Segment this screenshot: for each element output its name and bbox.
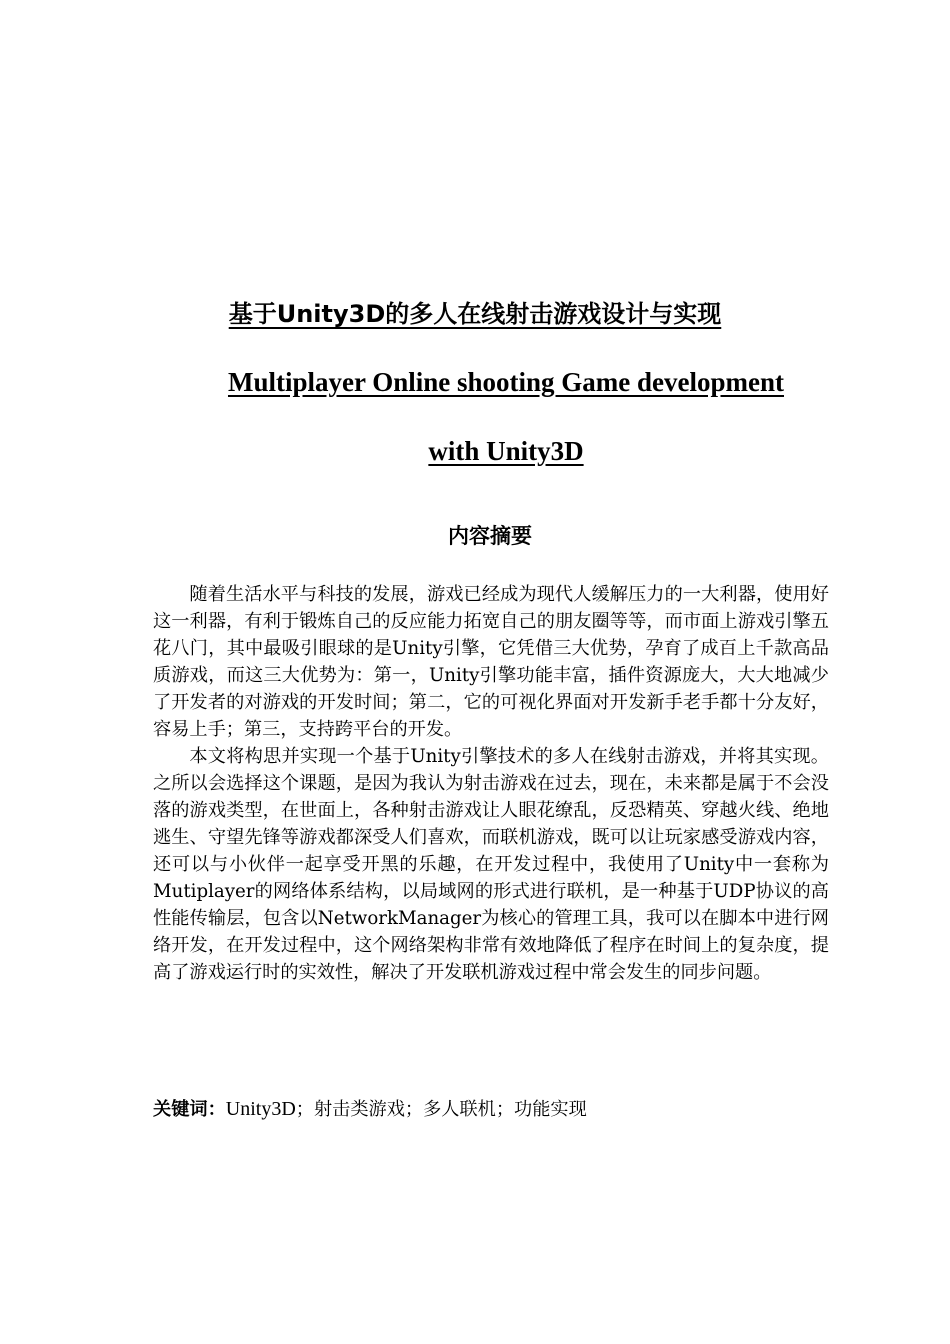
english-title-line-2-text: with Unity3D xyxy=(428,436,584,466)
abstract-body xyxy=(153,581,829,986)
english-title-line-1 xyxy=(0,364,950,400)
keyword-unity3d: Unity3D xyxy=(225,1098,296,1120)
english-title-line-1-text: Multiplayer Online shooting Game development xyxy=(227,367,784,397)
chinese-title-text: 基于Unity3D的多人在线射击游戏设计与实现 xyxy=(228,300,722,328)
chinese-title xyxy=(0,296,950,332)
english-title-line-2 xyxy=(0,433,950,469)
keywords-line xyxy=(153,1094,829,1125)
keywords-rest: ；射击类游戏；多人联机；功能实现 xyxy=(295,1099,587,1120)
abstract-paragraph-1: 随着生活水平与科技的发展，游戏已经成为现代人缓解压力的一大利器，使用好这一利器，有利于锻炼自己的反应能力拓宽自己的朋友圈等等，而市面上游戏引擎五花八门，其中最吸引眼球的是Unity引擎，它凭借三大优势，孕育了成百上千款高品质游戏，而这三大优势为：第一，Unity引擎功能丰富，插件资源庞大，大大地减少了开发者的对游戏的开发时间；第二，它的可视化界面对开发新手老手都十分友好，容易上手；第三，支持跨平台的开发。 xyxy=(153,584,829,740)
abstract-paragraph-2: 本文将构思并实现一个基于Unity引擎技术的多人在线射击游戏，并将其实现。之所以会选择这个课题，是因为我认为射击游戏在过去，现在，未来都是属于不会没落的游戏类型，在世面上，各种射击游戏让人眼花缭乱，反恐精英、穿越火线、绝地逃生、守望先锋等游戏都深受人们喜欢，而联机游戏，既可以让玩家感受游戏内容，还可以与小伙伴一起享受开黑的乐趣，在开发过程中，我使用了Unity中一套称为Mutiplayer的网络体系结构，以局域网的形式进行联机，是一种基于UDP协议的高性能传输层，包含以NetworkManager为核心的管理工具，我可以在脚本中进行网络开发，在开发过程中，这个网络架构非常有效地降低了程序在时间上的复杂度，提高了游戏运行时的实效性，解决了开发联机游戏过程中常会发生的同步问题。 xyxy=(153,746,829,983)
keywords-label: 关键词： xyxy=(153,1099,226,1120)
abstract-heading: 内容摘要 xyxy=(448,524,532,548)
